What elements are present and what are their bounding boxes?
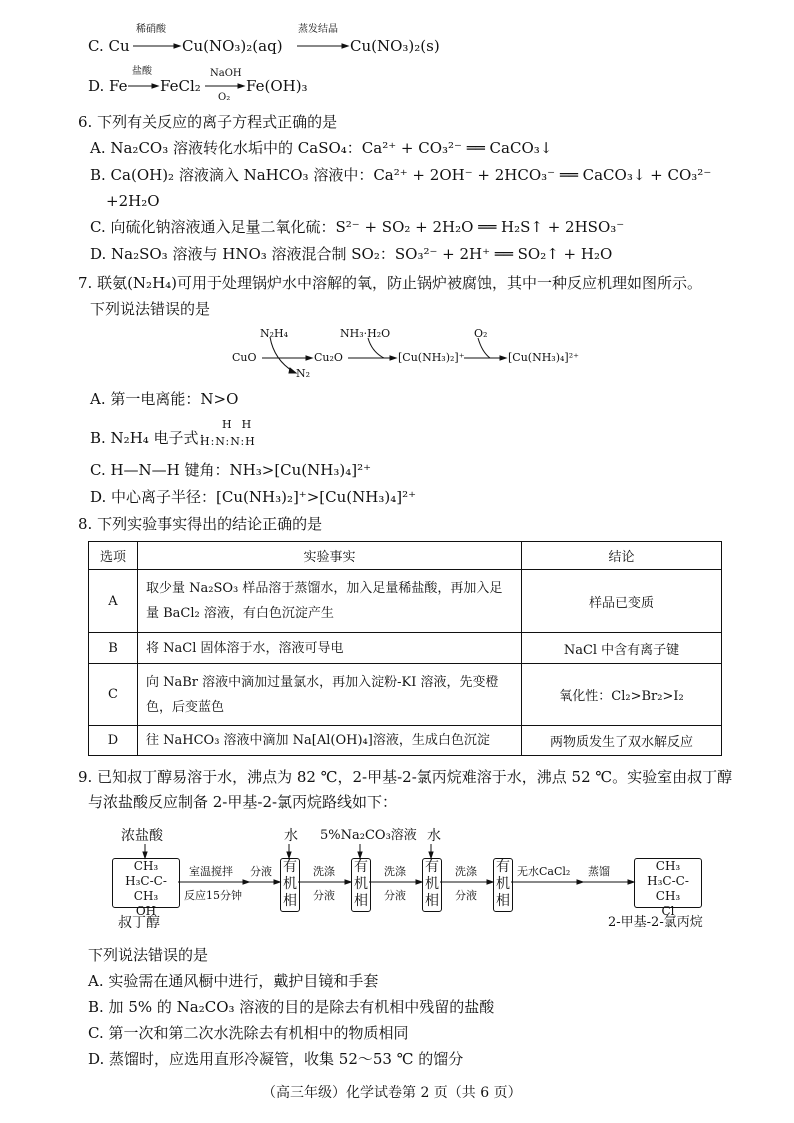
q5-d-product1: FeCl₂ (160, 77, 201, 95)
q7-option-a: A. 第一电离能：N>O (90, 390, 239, 408)
diagram-cuo: CuO (232, 351, 257, 364)
row-fact: 取少量 Na₂SO₃ 样品溶于蒸馏水，加入足量稀盐酸，再加入足量 BaCl₂ 溶液，有白色沉淀产生 (138, 570, 522, 633)
page-footer: （高三年级）化学试卷第 2 页（共 6 页） (262, 1085, 522, 1101)
flow-sep-3: 分液 (455, 889, 477, 902)
q6-option-b-cont: +2H₂O (106, 192, 160, 210)
diagram-n2: N₂ (296, 367, 311, 380)
row-option: B (89, 633, 138, 664)
q9-option-d: D. 蒸馏时，应选用直形冷凝管，收集 52～53 ℃ 的馏分 (88, 1050, 464, 1068)
row-conclusion: 样品已变质 (522, 570, 722, 633)
q5-d-reagent2-top: NaOH (210, 68, 242, 79)
q5-d-reagent2-bottom: O₂ (218, 92, 231, 103)
q5-c-product2: Cu(NO₃)₂(s) (350, 37, 440, 55)
q5-c-reagent1: 稀硝酸 (136, 24, 166, 35)
row-option: C (89, 664, 138, 726)
q7-stem: 7. 联氨(N₂H₄)可用于处理锅炉水中溶解的氧，防止锅炉被腐蚀，其中一种反应机理如图所示。 (78, 274, 703, 292)
diagram-cu-nh3-4: [Cu(NH₃)₄]²⁺ (508, 351, 579, 364)
q9-stem: 9. 已知叔丁醇易溶于水，沸点为 82 ℃，2-甲基-2-氯丙烷难溶于水，沸点 52 ℃。实验室由叔丁醇 (78, 768, 733, 786)
q9-stem2: 与浓盐酸反应制备 2-甲基-2-氯丙烷路线如下： (88, 793, 398, 811)
q5-option-c-label: C. Cu (88, 37, 130, 55)
q6-stem: 6. 下列有关反应的离子方程式正确的是 (78, 113, 338, 131)
flow-hcl: 浓盐酸 (121, 828, 163, 844)
flow-sep-1: 分液 (313, 889, 335, 902)
q6-option-a: A. Na₂CO₃ 溶液转化水垢中的 CaSO₄：Ca²⁺ + CO₃²⁻ ══ CaCO₃↓ (90, 139, 553, 157)
flow-step1-bottom: 反应15分钟 (184, 889, 242, 902)
q7-option-b: B. N₂H₄ 电子式： (90, 429, 214, 447)
flow-cacl2: 无水CaCl₂ (517, 865, 571, 878)
q5-d-reagent1: 盐酸 (132, 66, 152, 77)
flow-organic-box-2: 有机相 (351, 858, 371, 912)
q5-option-d-label: D. Fe (88, 77, 128, 95)
row-fact: 向 NaBr 溶液中滴加过量氯水，再加入淀粉-KI 溶液，先变橙色，后变蓝色 (138, 664, 522, 726)
row-conclusion: 氧化性：Cl₂>Br₂>I₂ (522, 664, 722, 726)
q6-option-c: C. 向硫化钠溶液通入足量二氧化硫：S²⁻ + SO₂ + 2H₂O ══ H₂S↑ + 2HSO₃⁻ (90, 218, 625, 236)
q6-option-b: B. Ca(OH)₂ 溶液滴入 NaHCO₃ 溶液中：Ca²⁺ + 2OH⁻ + 2HCO₃⁻ ══ CaCO₃↓ + CO₃²⁻ (90, 166, 712, 184)
flow-reactant-name: 叔丁醇 (118, 915, 160, 931)
row-conclusion: NaCl 中含有离子键 (522, 633, 722, 664)
flow-water2: 水 (427, 828, 441, 844)
diagram-cu2o: Cu₂O (314, 351, 343, 364)
diagram-nh3h2o: NH₃·H₂O (340, 327, 391, 340)
flow-product-name: 2-甲基-2-氯丙烷 (608, 915, 703, 930)
header-option: 选项 (89, 542, 138, 570)
flow-sep-2: 分液 (384, 889, 406, 902)
product-bottom: Cl (661, 904, 675, 918)
q9-stem3: 下列说法错误的是 (88, 946, 209, 964)
flow-distill: 蒸馏 (588, 865, 610, 878)
flow-water1: 水 (284, 828, 298, 844)
q7-electron-formula: H:N:N:H (200, 435, 256, 448)
flow-step1-top: 室温搅拌 (189, 865, 233, 878)
header-fact: 实验事实 (138, 542, 522, 570)
q7-option-c: C. H—N—H 键角：NH₃>[Cu(NH₃)₄]²⁺ (90, 461, 372, 479)
product-mid: H₃C-C-CH₃ (647, 874, 689, 903)
q5-c-product1: Cu(NO₃)₂(aq) (182, 37, 283, 55)
flow-separate: 分液 (250, 865, 272, 878)
row-option: D (89, 726, 138, 756)
flow-wash-1: 洗涤 (313, 865, 335, 878)
flow-organic-box-1: 有机相 (280, 858, 300, 912)
q7-stem2: 下列说法错误的是 (90, 300, 211, 318)
q9-option-b: B. 加 5% 的 Na₂CO₃ 溶液的目的是除去有机相中残留的盐酸 (88, 998, 495, 1016)
product-top: CH₃ (655, 859, 681, 873)
q6-option-d: D. Na₂SO₃ 溶液与 HNO₃ 溶液混合制 SO₂：SO₃²⁻ + 2H⁺ ══ SO₂↑ + H₂O (90, 245, 613, 263)
reactant-top: CH₃ (133, 859, 159, 873)
row-fact: 将 NaCl 固体溶于水，溶液可导电 (138, 633, 522, 664)
flow-organic-box-4: 有机相 (493, 858, 513, 912)
q7-electron-formula-top-h: HH (222, 418, 262, 431)
q9-option-c: C. 第一次和第二次水洗除去有机相中的物质相同 (88, 1024, 409, 1042)
q8-stem: 8. 下列实验事实得出的结论正确的是 (78, 515, 323, 533)
diagram-cu-nh3-2: [Cu(NH₃)₂]⁺ (398, 351, 465, 364)
q5-d-product2: Fe(OH)₃ (246, 77, 308, 95)
row-fact: 往 NaHCO₃ 溶液中滴加 Na[Al(OH)₄]溶液，生成白色沉淀 (138, 726, 522, 756)
q7-option-d: D. 中心离子半径：[Cu(NH₃)₂]⁺>[Cu(NH₃)₄]²⁺ (90, 488, 417, 506)
q9-option-a: A. 实验需在通风橱中进行，戴护目镜和手套 (88, 972, 379, 990)
flow-wash-2: 洗涤 (384, 865, 406, 878)
flow-organic-box-3: 有机相 (422, 858, 442, 912)
flow-wash-3: 洗涤 (455, 865, 477, 878)
diagram-o2: O₂ (474, 327, 488, 340)
flow-na2co3: 5%Na₂CO₃溶液 (320, 828, 417, 843)
row-option: A (89, 570, 138, 633)
diagram-n2h4: N₂H₄ (260, 327, 289, 340)
q5-c-reagent2: 蒸发结晶 (298, 24, 338, 35)
header-conclusion: 结论 (522, 542, 722, 570)
row-conclusion: 两物质发生了双水解反应 (522, 726, 722, 756)
reactant-bottom: OH (135, 904, 157, 918)
reactant-mid: H₃C-C-CH₃ (125, 874, 167, 903)
